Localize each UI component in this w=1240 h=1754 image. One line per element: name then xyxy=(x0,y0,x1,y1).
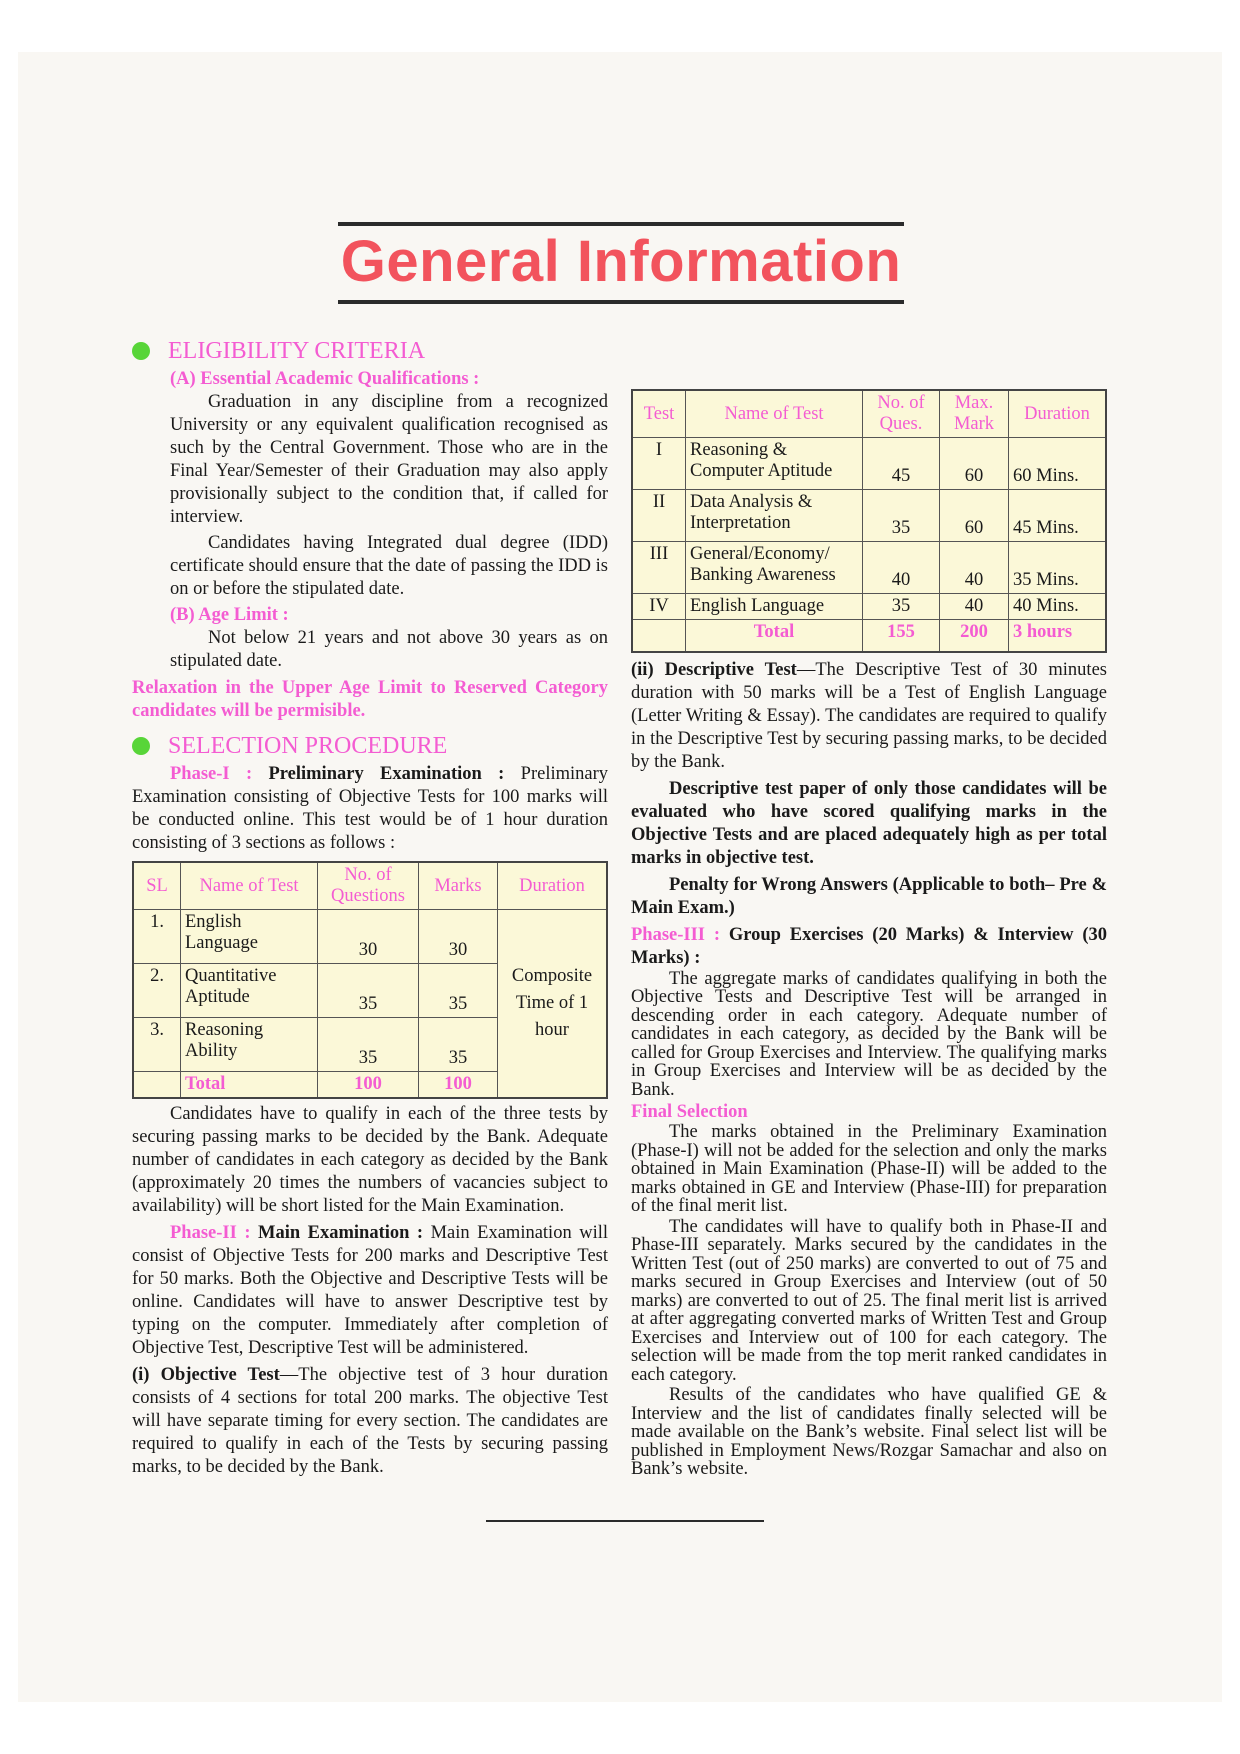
prelim-col-duration: Duration xyxy=(498,862,608,910)
phase1-paragraph xyxy=(132,763,608,855)
main-test-name: General/Economy/ Banking Awareness xyxy=(686,542,863,594)
table-row xyxy=(632,490,1106,542)
table-row xyxy=(632,438,1106,490)
phase3-heading xyxy=(631,924,1107,970)
main-col-ques: No. of Ques. xyxy=(863,390,940,438)
green-bullet-icon xyxy=(132,342,150,360)
phase1-text: Preliminary Examination consisting of Objective Tests for 100 marks will be conducted online. This test would be of 1 hour duration consisting of 3 sections as follows : xyxy=(132,764,608,853)
phase2-text: Main Examination will consist of Objective Tests for 200 marks and Descriptive Test for 50 marks. Both the Objective and Descriptive Tests will be online. Candidates will have to answer Descriptive test by typing on the computer. Immediately after completion of Objective Test, Descriptive Test will be administered. xyxy=(132,1223,608,1358)
title-top-rule xyxy=(338,222,904,226)
final-selection-paragraph-2: The candidates will have to qualify both in Phase-II and Phase-III separately. Marks secured by the candidates in the Written Test (out of 250 marks) are converted to out of 75 and marks secured in Group Exercises and Interview (out of 50 marks) are converted to out of 25. The final merit list is arrived at after aggregating converted marks of Written Test and Group Exercises and Interview out of 100 for each category. The selection will be made from the top merit ranked candidates in each category. xyxy=(631,1216,1107,1385)
main-test-number: II xyxy=(632,490,686,542)
age-limit-paragraph: Not below 21 years and not above 30 years as on stipulated date. xyxy=(170,628,608,671)
main-total-mark: 200 xyxy=(940,620,1009,652)
title-bottom-rule xyxy=(338,300,904,304)
prelim-sl: 2. xyxy=(133,964,181,1018)
academic-qualifications-heading: (A) Essential Academic Qualifications : xyxy=(170,369,480,389)
phase1-title: Preliminary Examination : xyxy=(268,764,505,784)
main-test-name: Data Analysis & Interpretation xyxy=(686,490,863,542)
title-block xyxy=(338,222,904,304)
main-col-mark: Max. Mark xyxy=(940,390,1009,438)
phase1-label: Phase-I : xyxy=(170,764,253,784)
main-table-header xyxy=(632,390,1106,438)
after-prelim-paragraph: Candidates have to qualify in each of the three tests by securing passing marks to be decided by the Bank. Adequate number of candidates in each category as decided by the Bank (approximately 20 times the numbers of vacancies subject to availability) will be short listed for the Main Examination. xyxy=(132,1104,608,1216)
main-total-ques: 155 xyxy=(863,620,940,652)
tight-block xyxy=(631,970,1107,1479)
eligibility-heading xyxy=(132,336,608,366)
table-row xyxy=(632,620,1106,652)
selection-heading xyxy=(132,731,608,761)
main-test-duration: 60 Mins. xyxy=(1009,438,1107,490)
page-title: General Information xyxy=(340,229,902,294)
prelim-col-name: Name of Test xyxy=(181,862,318,910)
main-col-duration: Duration xyxy=(1009,390,1107,438)
phase2-label: Phase-II : xyxy=(170,1223,251,1243)
left-column xyxy=(132,336,608,1479)
main-test-mark: 40 xyxy=(940,594,1009,620)
main-total-duration: 3 hours xyxy=(1009,620,1107,652)
descriptive-test-paragraph xyxy=(631,659,1107,774)
main-test-duration: 40 Mins. xyxy=(1009,594,1107,620)
main-test-ques: 35 xyxy=(863,490,940,542)
main-test-name: Reasoning & Computer Aptitude xyxy=(686,438,863,490)
eligibility-heading-text: ELIGIBILITY CRITERIA xyxy=(168,338,426,364)
academic-paragraph-1: Graduation in any discipline from a recognized University or any equivalent qualification recognised as such by the Central Government. Those who are in the Final Year/Semester of their Graduation may also apply provisionally subject to the condition that, if called for interview. xyxy=(170,392,608,527)
prelim-sl: 1. xyxy=(133,910,181,964)
main-total-empty xyxy=(632,620,686,652)
main-test-number: IV xyxy=(632,594,686,620)
main-test-ques: 35 xyxy=(863,594,940,620)
prelim-questions: 35 xyxy=(318,964,419,1018)
selection-heading-text: SELECTION PROCEDURE xyxy=(168,733,448,759)
prelim-test-name: Quantitative Aptitude xyxy=(181,964,318,1018)
objective-test-label: (i) Objective Test xyxy=(132,1365,280,1385)
objective-test-text: —The objective test of 3 hour duration consists of 4 sections for total 200 marks. The objective Test will have separate timing for every section. The candidates are required to qualify in each of the Tests by securing passing marks, to be decided by the Bank. xyxy=(132,1365,608,1477)
prelim-table xyxy=(132,861,608,1099)
academic-paragraph-2: Candidates having Integrated dual degree (IDD) certificate should ensure that the date of passing the IDD is on or before the stipulated date. xyxy=(170,533,608,599)
prelim-questions: 30 xyxy=(318,910,419,964)
main-exam-table xyxy=(631,389,1107,653)
descriptive-note: Descriptive test paper of only those candidates will be evaluated who have scored qualifying marks in the Objective Tests and are placed adequately high as per total marks in objective test. xyxy=(631,778,1107,868)
right-column xyxy=(631,389,1107,1479)
descriptive-test-text: —The Descriptive Test of 30 minutes duration with 50 marks will be a Test of English Language (Letter Writing & Essay). The candidates are required to qualify in the Descriptive Test by securing passing marks, to be decided by the Bank. xyxy=(631,659,1107,772)
phase3-label: Phase-III : xyxy=(631,924,721,945)
main-test-mark: 60 xyxy=(940,438,1009,490)
prelim-test-name: Reasoning Ability xyxy=(181,1018,318,1072)
prelim-table-header xyxy=(133,862,607,910)
table-row xyxy=(133,910,607,964)
main-col-test: Test xyxy=(632,390,686,438)
bottom-rule xyxy=(486,1520,764,1522)
prelim-col-marks: Marks xyxy=(419,862,498,910)
prelim-sl: 3. xyxy=(133,1018,181,1072)
prelim-questions: 35 xyxy=(318,1018,419,1072)
phase2-title: Main Examination : xyxy=(258,1223,424,1243)
age-limit-heading: (B) Age Limit : xyxy=(170,605,289,625)
prelim-total-empty xyxy=(133,1072,181,1099)
main-test-duration: 45 Mins. xyxy=(1009,490,1107,542)
table-row xyxy=(632,542,1106,594)
final-selection-heading: Final Selection xyxy=(631,1102,748,1122)
prelim-total-label: Total xyxy=(181,1072,318,1099)
phase2-paragraph xyxy=(132,1222,608,1360)
phase3-title: Group Exercises (20 Marks) & Interview (30 Marks) : xyxy=(631,924,1107,968)
main-test-number: I xyxy=(632,438,686,490)
final-selection-paragraph-1: The marks obtained in the Preliminary Examination (Phase-I) will not be added for the selection and only the marks obtained in Main Examination (Phase-II) will be added to the marks obtained in GE and Interview (Phase-III) for preparation of the final merit list. xyxy=(631,1122,1107,1216)
prelim-marks: 35 xyxy=(419,1018,498,1072)
prelim-col-questions: No. of Questions xyxy=(318,862,419,910)
main-test-number: III xyxy=(632,542,686,594)
prelim-total-questions: 100 xyxy=(318,1072,419,1099)
main-test-ques: 40 xyxy=(863,542,940,594)
prelim-marks: 30 xyxy=(419,910,498,964)
prelim-total-marks: 100 xyxy=(419,1072,498,1099)
main-col-name: Name of Test xyxy=(686,390,863,438)
main-test-name: English Language xyxy=(686,594,863,620)
table-row xyxy=(632,594,1106,620)
penalty-note: Penalty for Wrong Answers (Applicable to both– Pre & Main Exam.) xyxy=(631,874,1107,918)
prelim-col-sl: SL xyxy=(133,862,181,910)
phase3-text: The aggregate marks of candidates qualifying in both the Objective Tests and Descriptive Test will be arranged in descending order in each category. Adequate number of candidates in each category, as decided by the Bank will be called for Group Exercises and Interview. The qualifying marks in Group Exercises and Interview will be as decided by the Bank. xyxy=(631,968,1107,1100)
main-test-ques: 45 xyxy=(863,438,940,490)
relaxation-note: Relaxation in the Upper Age Limit to Reserved Category candidates will be permisible. xyxy=(132,678,608,721)
main-test-mark: 40 xyxy=(940,542,1009,594)
objective-test-paragraph xyxy=(132,1364,608,1479)
final-selection-paragraph-3: Results of the candidates who have qualified GE & Interview and the list of candidates finally selected will be made available on the Bank’s website. Final select list will be published in Employment News/Rozgar Samachar and also on Bank’s website. xyxy=(631,1385,1107,1479)
prelim-duration: Composite Time of 1 hour xyxy=(498,910,608,1099)
green-bullet-icon xyxy=(132,737,150,755)
prelim-marks: 35 xyxy=(419,964,498,1018)
main-test-duration: 35 Mins. xyxy=(1009,542,1107,594)
main-total-label: Total xyxy=(686,620,863,652)
main-test-mark: 60 xyxy=(940,490,1009,542)
prelim-test-name: English Language xyxy=(181,910,318,964)
descriptive-test-label: (ii) Descriptive Test xyxy=(631,659,797,680)
